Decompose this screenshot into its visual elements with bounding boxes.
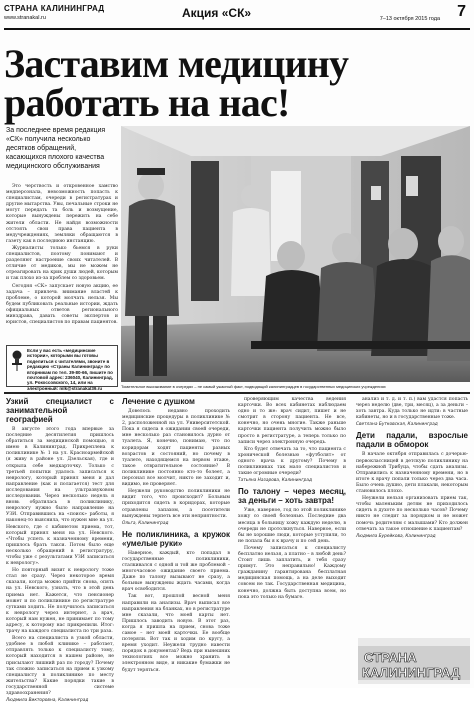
page-header xyxy=(4,4,470,36)
article-narrow-specialist xyxy=(6,397,114,704)
main-headline xyxy=(4,41,470,125)
article-paragraph: Наверное, каждый, кто попадал в государственные поликлиники, сталкивался с одной и той же проблемой – многочасовое ожидание своего приема. Даже по талону вызывают не сразу, а больные вынуждены ждать часами, когда врач освободится. xyxy=(122,550,230,593)
brand-line-1: СТРАНА xyxy=(364,650,417,665)
brand-logo-graphic xyxy=(358,638,470,684)
article-paragraph: Уже, наверное, год по этой поликлинике хожу со своей болезнью. Последние два месяца в больницу хожу каждую неделю, в очереди не протолкнуться. Наверное, если бы не хорошие люди, которые уступили, то не попала бы я к врачу и по сей день. xyxy=(238,508,346,544)
article-paragraph: Довелось недавно проходить медицинские процедуры в поликлинике № 2, расположенной на ул. Университетской. Пока я сидела в ожидании своей очереди, мне несколько раз становилось дурно от туалета. Я, конечно, понимаю, что по коридорам ходят пациенты разных возрастов и состояний, но почему в туалете, находящемся на первом этаже, такое отвратительное состояние? В поликлинике постоянно кто-то болеет, а персонал все молчит, никто не заходит и, видимо, не проверяет. xyxy=(122,409,230,488)
article-signature: Светлана Бутковская, Калининград xyxy=(356,422,438,428)
article-signature: Ольга, Калининград xyxy=(122,520,169,526)
waiting-room-photo xyxy=(121,126,470,382)
article-paragraph: Неужели руководство поликлиники не видит того, что происходит? Больным приходится сидеть в коридорах, которые отравлены запахом, а посетители вынуждены терпеть все эти неприятности. xyxy=(122,489,230,519)
article-paragraph: анализ и т. д. и т. п.) вам удастся попасть через неделю (две, три, месяц), а за деньги – хоть завтра. Куда только не идти: в частные кабинеты, но и в государственные тоже. xyxy=(356,397,468,421)
issue-date: 7–13 октября 2015 года xyxy=(379,16,440,22)
article-signature: Татьяна Назарова, Калининград xyxy=(238,478,312,484)
intro-text xyxy=(6,184,118,327)
article-paragraph: Кто будет отвечать за то, что пациента с хронической болезнью «футболят» от одного врача к другому? Почему в поликлиниках так мало специалистов и такие огромные очереди? xyxy=(238,446,346,477)
lead-paragraph: За последнее время редакция «СК» получила несколько десятков обращений, касающихся плохого качества медицинского обслуживания xyxy=(6,127,106,170)
article-paragraph: В августе этого года впервые за последние десятилетия пришлось обратиться за медицинской помощью, я имею в Калининград. Прикреплена к поликлинике № 1 на ул. Красноармейской (я живу в районе ул. Дзельская), где и открыла себе медкарточку. Только с третьей попытки удалось записаться к неврологу, который принял меня и дал направление (как и полагается) тест для исследования на ультразвуковом исследовании. Через несколько недель я вновь обратилась в поликлинику, неврологу нужно было направление на УЗИ. Отправившись на «поиск» работы, я наконец-то выяснила, что нужен мне на ул. Невского, где с кабинетом приема, тот, который принял меня на ул. Невского. «Чтобы успеть к назначенному времени, пришлось брать такси. Потом было еще несколько обращений в регистратуру, чтобы уже с результатами УЗИ записаться к неврологу». xyxy=(6,427,114,567)
article-paragraph: Но повторный визит к неврологу тоже стал не сразу. Через некоторое время сказали, когда можно прийти снова, опять на ул. Невского, узнать, что в этой день приема нет. Кажется, что пенсионер может и по поликлинике по регистратуре сутками ходить. Не получилось записаться к неврологу через интернет, а врач, который нам нужен, не принимает по тому адресу, к которому нас прикрепили. Итог: трачу на каждого специалиста по три раза. xyxy=(6,568,114,635)
paper-name: СТРАНА КАЛИНИНГРАД xyxy=(4,4,105,13)
contact-box xyxy=(6,345,118,391)
article-paragraph: Всего на специалиста в узкой области, удобнее в любой клинике – работает, отправлять только к специалисту тому, который находится в нашем районе, не присылают лишний раз по городу? Почему так сложно записаться на прием к узкому специалисту в поликлинике по месту жительства? Какие порядки такие в государственной системе здравоохранения? xyxy=(6,636,114,697)
contact-box-text: Если у вас есть «медицинские истории», которыми вы готовы поделиться с читателями, звоните в редакцию «Страны Калининград» по вторникам по тел. 39-80-66, пишите по почтовой адрес: 236040, Калининград, ул. Рокоссовского, 14, или на электронный: mlk@stranakal39.ru xyxy=(27,348,114,391)
article-treatment xyxy=(122,397,230,675)
article-signature: Людмила Бурейкова, Калининград xyxy=(356,533,436,539)
article-title: Дети падали, взрослые падали в обморок xyxy=(356,431,468,450)
headline-line-2: работать на нас! xyxy=(4,80,290,125)
article-paragraph: Неужели нельзя организовать прием так, чтобы маленьким детям не приходилось сидеть в духоте по несколько часов? Почему никто не следит за порядком и не может помочь родителям с малышами? Кто должен отвечать за такое отношение к пациентам? xyxy=(356,496,468,532)
article-title: Узкий специалист с занимательной географией xyxy=(6,397,114,424)
article-title: Лечение с душком xyxy=(122,397,195,406)
article-coupon xyxy=(238,397,346,602)
paper-site: www.stranakal.ru xyxy=(4,15,46,21)
masthead xyxy=(4,4,104,21)
article-children xyxy=(356,397,468,635)
article-paragraph: Так вот, прошлой весной меня направили на анализы. Врач выписал все направления на бланках, но в регистратуре мне сказали, что моей карты нет. Пришлось заводить новую. В этот раз, когда я пришла на прием, снова тоже самое – нет моей карточки. Ее вообще потеряли. Вот так и ходим по кругу, а время уходит. Неужели трудно навести порядок в документах? Ведь при нынешних технологиях все можно хранить в электронном виде, и никакие бумажки не будут теряться. xyxy=(122,594,230,673)
article-title: По талону – через месяц, за деньги – хоть завтра! xyxy=(238,487,346,506)
intro-paragraph: Это черствость и откровенное хамство медперсонала, невозможность попасть к специалистам, очереди в регистратурах и другие мытарства. Увы, печальные строки не могут передать та боль и возмущение, которые вынуждены пережить на себе жители области. Не найдя возможности отстоять свои права пациента в медучреждениях, земляки обращаются в газету как в последнюю инстанцию. xyxy=(6,184,118,244)
photo-caption: Томительное высиживание в очередях – не самый ужасный факт, подводящий калининградцев в государственных медицинских учреждениях xyxy=(121,384,386,389)
page-number: 7 xyxy=(457,3,466,20)
intro-paragraph: Сегодня «СК» запускает новую акцию, ее задача – привлечь внимание властей к проблеме, о которой молчать нельзя. Мы будем публиковать реальные истории, ждать официальных ответов регионального минздрава, давать советы экспертов и юристов, специалистов по правам пациентов. xyxy=(6,283,118,326)
article-paragraph: Почему записаться к специалисту бесплатно нельзя, а платно – в любой день? Стоит лишь заплатить, и тебя сразу примут. Это неправильно! Каждому гражданину гарантирована бесплатная медицинская помощь, а на деле выходит совсем не так. Государственная медицина, конечно, должна быть доступна всем, но пока это только на бумаге. xyxy=(238,545,346,600)
header-rule xyxy=(4,28,470,30)
section-divider xyxy=(4,392,470,394)
brand-line-2: КАЛИНИНГРАД xyxy=(362,665,461,680)
intro-paragraph: Журналисты только бьемся в руки специалистов, поэтому понимают и разделяют настроение своих читателей. В отличие от медиков, мы не можем не отреагировать на крик души людей, которым и так плохо из-за проблем со здоровьем. xyxy=(6,245,118,282)
article-paragraph: проверяющим качества ведения карточки. Во всех кабинетах наблюдаем одно и то же: врач сидит, пишет и не смотрит в сторону пациента. Не все, конечно, но очень многие. Также раньше карточки пациента получить можно было просто в регистратуре, а теперь только по записи через электронную очередь. xyxy=(238,397,346,445)
brand-logo xyxy=(358,638,470,684)
headline-line-1: Заставим медицину xyxy=(4,41,349,86)
photo-illustration xyxy=(121,126,470,382)
section-title: Акция «СК» xyxy=(182,6,252,20)
article-title: Не поликлиника, а кружок «умелые руки» xyxy=(122,529,230,548)
article-signature: Людмила Викторовна, Калининград xyxy=(6,698,89,704)
article-paragraph: В начале октября отправилась с дочерью-первоклассницей в детскую поликлинику на набережной Трибуца, чтобы сдать анализы. Отправились к назначенному времени, но в итоге к врачу попали только через два часа. Было очень душно, дети плакали, некоторым становилось плохо. xyxy=(356,452,468,495)
pushpin-icon xyxy=(10,350,24,372)
